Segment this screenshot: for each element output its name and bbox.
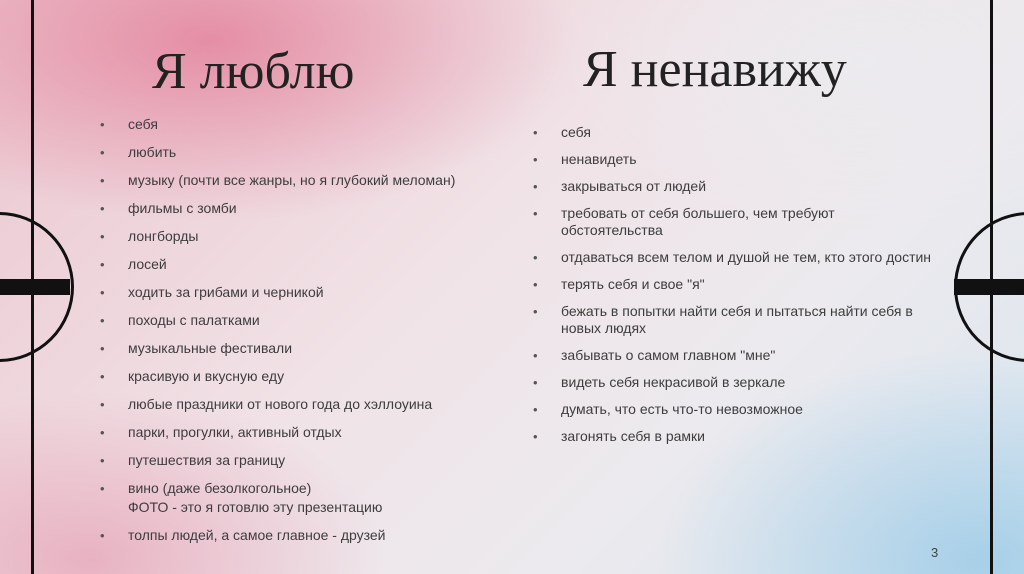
bullet-icon: • bbox=[533, 348, 538, 363]
bullet-icon: • bbox=[533, 152, 538, 167]
bullet-icon: • bbox=[533, 125, 538, 140]
bullet-icon: • bbox=[100, 369, 105, 384]
love-item: • любые праздники от нового года до хэллоуина bbox=[100, 396, 433, 412]
hate-item: • требовать от себя большего, чем требуют обстоятельства bbox=[533, 205, 835, 238]
bullet-icon: • bbox=[100, 117, 105, 132]
page-number: 3 bbox=[931, 545, 939, 560]
bullet-icon: • bbox=[533, 429, 538, 444]
bullet-icon: • bbox=[100, 201, 105, 216]
bullet-icon: • bbox=[100, 285, 105, 300]
love-item: • походы с палатками bbox=[100, 312, 260, 328]
love-item: • толпы людей, а самое главное - друзей bbox=[100, 527, 386, 543]
love-item: • путешествия за границу bbox=[100, 452, 286, 468]
bullet-icon: • bbox=[100, 481, 105, 496]
hate-item: • видеть себя некрасивой в зеркале bbox=[533, 374, 786, 390]
left-edge-bar bbox=[0, 279, 70, 295]
love-list bbox=[100, 116, 530, 555]
love-item: • парки, прогулки, активный отдых bbox=[100, 424, 342, 440]
love-item: • лонгборды bbox=[100, 228, 199, 244]
hate-item: • забывать о самом главном "мне" bbox=[533, 347, 776, 363]
love-item: • себя bbox=[100, 116, 158, 132]
bullet-icon: • bbox=[100, 341, 105, 356]
bullet-icon: • bbox=[100, 173, 105, 188]
bullet-icon: • bbox=[100, 425, 105, 440]
love-item: • лосей bbox=[100, 256, 167, 272]
love-item: • музыкальные фестивали bbox=[100, 340, 293, 356]
hate-item: • ненавидеть bbox=[533, 151, 637, 167]
hate-item: • бежать в попытки найти себя и пытаться найти себя в новых людях bbox=[533, 303, 913, 336]
hate-title: Я ненавижу bbox=[583, 41, 847, 98]
love-title: Я люблю bbox=[152, 43, 355, 100]
right-edge-bar bbox=[954, 279, 1024, 295]
love-item: • фильмы с зомби bbox=[100, 200, 237, 216]
bullet-icon: • bbox=[100, 397, 105, 412]
bullet-icon: • bbox=[100, 313, 105, 328]
bullet-icon: • bbox=[533, 179, 538, 194]
hate-item: • терять себя и свое "я" bbox=[533, 276, 705, 292]
love-item-continuation: ФОТО - это я готовлю эту презентацию bbox=[128, 499, 383, 515]
bullet-icon: • bbox=[533, 375, 538, 390]
love-item: • ходить за грибами и черникой bbox=[100, 284, 324, 300]
bullet-icon: • bbox=[533, 402, 538, 417]
bullet-icon: • bbox=[533, 277, 538, 292]
hate-item: • отдаваться всем телом и душой не тем, кто этого достин bbox=[533, 249, 932, 265]
love-item: • музыку (почти все жанры, но я глубокий меломан) bbox=[100, 172, 456, 188]
hate-list bbox=[533, 124, 933, 455]
bullet-icon: • bbox=[100, 145, 105, 160]
bullet-icon: • bbox=[100, 528, 105, 543]
bullet-icon: • bbox=[533, 304, 538, 319]
hate-item: • себя bbox=[533, 124, 591, 140]
love-item: • любить bbox=[100, 144, 177, 160]
bullet-icon: • bbox=[100, 257, 105, 272]
bullet-icon: • bbox=[100, 453, 105, 468]
bullet-icon: • bbox=[533, 250, 538, 265]
hate-item: • закрываться от людей bbox=[533, 178, 707, 194]
bullet-icon: • bbox=[100, 229, 105, 244]
love-item: • красивую и вкусную еду bbox=[100, 368, 285, 384]
hate-item: • думать, что есть что-то невозможное bbox=[533, 401, 803, 417]
bullet-icon: • bbox=[533, 206, 538, 221]
love-item: • вино (даже безолкогольное) bbox=[100, 480, 312, 496]
hate-item: • загонять себя в рамки bbox=[533, 428, 705, 444]
